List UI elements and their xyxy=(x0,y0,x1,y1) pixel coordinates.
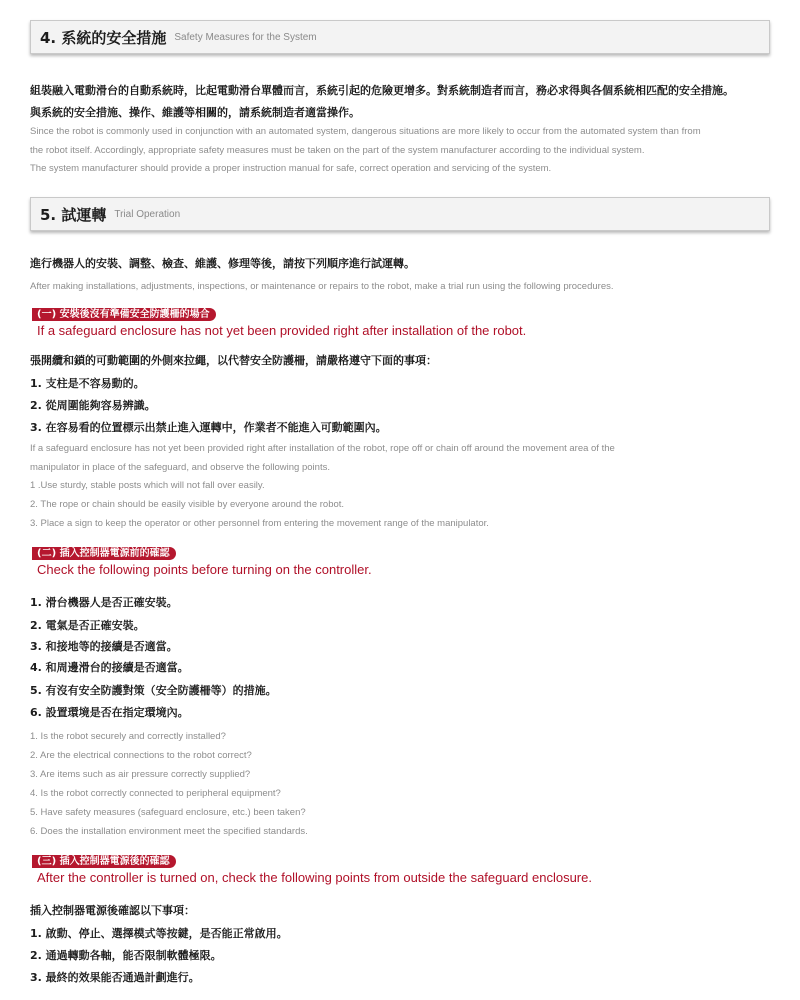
part-1-item-zh-3: 3. 在容易看的位置標示出禁止進入運轉中，作業者不能進入可動範圍內。 xyxy=(30,421,387,434)
part-1-item-zh-1: 1. 支柱是不容易動的。 xyxy=(30,377,145,390)
part-3-subtitle-en: After the controller is turned on, check the following points from outside the safeguard enclosure. xyxy=(37,870,592,885)
part-1-en-1: If a safeguard enclosure has not yet been provided right after installation of the robot, rope off or chain off around the movement area of the xyxy=(30,443,615,454)
part-3-badge: (三) 插入控制器電源後的確認 xyxy=(32,855,176,868)
part-1-en-4: 2. The rope or chain should be easily visible by everyone around the robot. xyxy=(30,499,345,510)
section-4-title-en: Safety Measures for the System xyxy=(174,31,317,43)
s4-body-zh-2: 與系統的安全措施、操作、維護等相關的，請系統制造者適當操作。 xyxy=(30,106,360,119)
section-4-header xyxy=(30,20,770,54)
part-3-item-zh-1: 1. 啟動、停止、選擇模式等按鍵，是否能正常啟用。 xyxy=(30,927,288,940)
part-1-badge: (一) 安裝後沒有準備安全防護柵的場合 xyxy=(32,308,216,321)
part-1-en-2: manipulator in place of the safeguard, and observe the following points. xyxy=(30,462,330,473)
s5-intro-en: After making installations, adjustments, inspections, or maintenance or repairs to the robot, make a trial run using the following procedures. xyxy=(30,281,614,292)
section-5-title-en: Trial Operation xyxy=(114,208,181,220)
s4-body-zh-1: 組裝融入電動滑台的自動系統時，比起電動滑台單體而言，系統引起的危險更增多。對系統制造者而言，務必求得與各個系統相匹配的安全措施。 xyxy=(30,84,734,97)
part-3-item-zh-3: 3. 最終的效果能否通過計劃進行。 xyxy=(30,971,200,984)
section-5-header xyxy=(30,197,770,231)
part-1-lead-zh: 張開纜和鎖的可動範圍的外側來拉繩，以代替安全防護柵，請嚴格遵守下面的事項： xyxy=(30,354,437,367)
part-2-item-zh-6: 6. 設置環境是否在指定環境內。 xyxy=(30,706,189,719)
part-2-item-zh-4: 4. 和周邊滑台的接續是否適當。 xyxy=(30,661,189,674)
part-1-item-zh-2: 2. 從周圍能夠容易辨識。 xyxy=(30,399,156,412)
part-2-en-5: 5. Have safety measures (safeguard enclosure, etc.) been taken? xyxy=(30,807,306,818)
part-2-en-1: 1. Is the robot securely and correctly installed? xyxy=(30,731,226,742)
s4-body-en-3: The system manufacturer should provide a proper instruction manual for safe, correct operation and servicing of the system. xyxy=(30,163,552,174)
part-3-item-zh-2: 2. 通過轉動各軸，能否限制軟體極限。 xyxy=(30,949,222,962)
part-2-item-zh-3: 3. 和接地等的接續是否適當。 xyxy=(30,640,178,653)
part-2-en-2: 2. Are the electrical connections to the robot correct? xyxy=(30,750,252,761)
part-2-item-zh-2: 2. 電氣是否正確安裝。 xyxy=(30,619,145,632)
part-1-en-3: 1 .Use sturdy, stable posts which will not fall over easily. xyxy=(30,480,265,491)
part-1-en-5: 3. Place a sign to keep the operator or other personnel from entering the movement range of the manipulator. xyxy=(30,518,489,529)
part-2-item-zh-1: 1. 滑台機器人是否正確安裝。 xyxy=(30,596,178,609)
part-2-subtitle-en: Check the following points before turning on the controller. xyxy=(37,562,372,577)
section-5-title: 5. 試運轉 xyxy=(40,205,107,224)
part-1-subtitle-en: If a safeguard enclosure has not yet been provided right after installation of the robot. xyxy=(37,323,527,338)
section-4-title: 4. 系統的安全措施 xyxy=(40,28,167,47)
part-3-lead-zh: 插入控制器電源後確認以下事項： xyxy=(30,904,195,917)
part-2-en-4: 4. Is the robot correctly connected to peripheral equipment? xyxy=(30,788,281,799)
s4-body-en-1: Since the robot is commonly used in conjunction with an automated system, dangerous situations are more likely to occur from the automated system than from xyxy=(30,126,701,137)
part-2-badge: (二) 插入控制器電源前的確認 xyxy=(32,547,176,560)
part-2-item-zh-5: 5. 有沒有安全防護對策（安全防護柵等）的措施。 xyxy=(30,684,277,697)
s4-body-en-2: the robot itself. Accordingly, appropriate safety measures must be taken on the part of the system manufacturer according to the individual system. xyxy=(30,145,645,156)
s5-intro-zh: 進行機器人的安裝、調整、檢查、維護、修理等後，請按下列順序進行試運轉。 xyxy=(30,257,415,270)
part-2-en-3: 3. Are items such as air pressure correctly supplied? xyxy=(30,769,251,780)
part-2-en-6: 6. Does the installation environment meet the specified standards. xyxy=(30,826,308,837)
